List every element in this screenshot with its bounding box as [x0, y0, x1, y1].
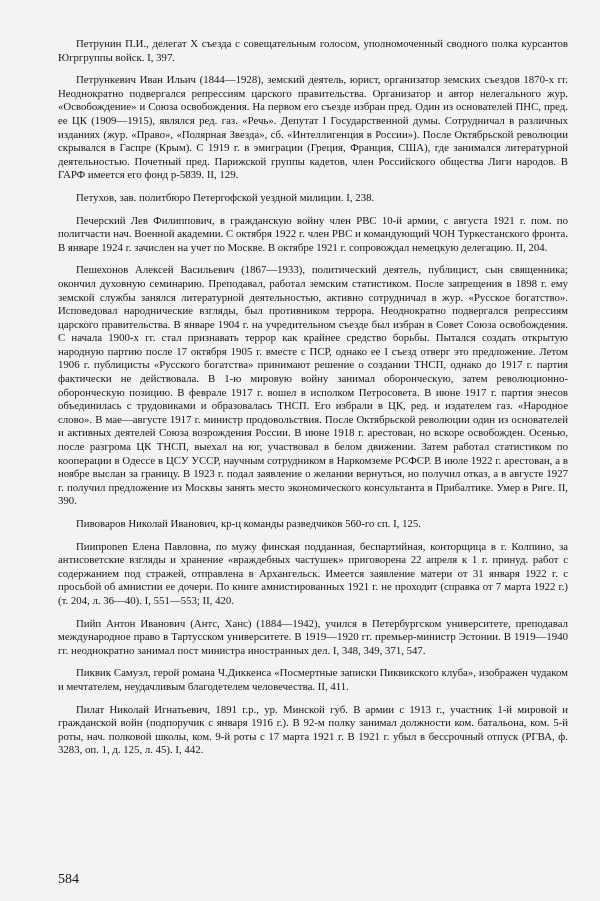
- page-number: 584: [58, 872, 79, 887]
- entry-pickwick: Пиквик Самуэл, герой романа Ч.Диккенса «Посмертные записки Пиквикского клуба», изображен чудаком и мечтателем, неудачливым благодетелем человечества. II, 411.: [58, 667, 568, 693]
- entry-petukhov: Петухов, зав. политбюро Петергофской уездной милиции. I, 238.: [76, 191, 375, 204]
- entry-pechersky: Печерский Лев Филиппович, в гражданскую войну член РВС 10-й армии, с августа 1921 г. пом. по политчасти нач. Военной академии. С октября 1922 г. член РВС и командующий ЧОН Туркестанского фронта. В январе 1924 г. зачислен на учет по Москве. В октябре 1921 г. сопровождал немецкую делегацию. II, 204.: [58, 214, 568, 254]
- entry-petrunin: Петрунин П.И., делегат X съезда с совещательным голосом, уполномоченный сводного полка курсантов Югргруппы войск. I, 397.: [58, 38, 568, 64]
- entry-petrunkevich: Петрункевич Иван Ильич (1844—1928), земский деятель, юрист, организатор земских съездов 1870-х гг. Неоднократно подвергался репрессиям царского правительства. Организатор и автор нелегального жур. «Освобождение» и Союза освобождения. На первом его съезде избран пред. Один из основателей ПНС, пред. ее ЦК (1909—1915), являлся ред. газ. «Речь». Депутат I Государственной думы. Сотрудничал в различных изданиях (жур. «Право», «Полярная Звезда», сб. «Интеллигенция в России»). После Октябрьской революции скрывался в Гаспре (Крым). С 1919 г. в эмиграции (Греция, Франция, США), где занимался литературной деятельностью. Почетный пред. Парижской группы кадетов, член Российского общества Лиги народов. В ГАРФ имеется его фонд р-5839. II, 129.: [58, 74, 568, 182]
- entry-peshekhonov: Пешехонов Алексей Васильевич (1867—1933), политический деятель, публицист, сын священника; окончил духовную семинарию. Преподавал, работал земским статистиком. После запрещения в 1898 г. ему земской службы занялся литературной деятельностью, активно сотрудничал в жур. «Русское богатство». Исповедовал народнические взгляды, был противником террора. Неоднократно подвергался репрессиям царского правительства. В январе 1904 г. на учредительном съезде был избран в Совет Союза освобождения. С начала 1900-х гг. стал признавать террор как крайнее средство борьбы. Пытался создать открытую народную партию после 17 октября 1905 г. вместе с ПСР, однако ее I съезд отверг это предложение. Летом 1906 г. публицисты «Русского богатства» принимают решение о создании ТНСП, однако до 1917 г. партия фактически не действовала. В 1-ю мировую войну занимал оборонческую, затем революционно-оборонческую позицию. В феврале 1917 г. вошел в исполком Петросовета. В июне 1917 г. партия энесов объединилась с трудовиками и образовалась ТНСП. Его избрали в ЦК, ред. и издателем газ. «Народное слово». В мае—августе 1917 г. министр продовольствия. После Октябрьской революции один из основателей и активных деятелей Союза возрождения России. В июне 1918 г. арестован, но вскоре освобожден. Осенью, после разгрома ЦК ТНСП, выехал на юг, участвовал в белом движении. Затем работал статистиком по кооперации в Одессе в ЦСУ УССР, научным сотрудником в Наркомземе РСФСР. В июле 1922 г. арестован, а в ноябре выслан за границу. В 1923 г. подал заявление о желании вернуться, но получил отказ, а в августе 1927 г. получил предложение из Москвы занять место экономического консультанта в Прибалтике. Умер в Риге. II, 390.: [58, 264, 568, 508]
- entry-piip: Пийп Антон Иванович (Антс, Ханс) (1884—1942), учился в Петербургском университете, преподавал международное право в Тартусском университете. В 1919—1920 гг. премьер-министр Эстонии. В 1919—1940 гг. неоднократно занимал пост министра иностранных дел. I, 348, 349, 371, 547.: [58, 617, 568, 657]
- entry-pilat: Пилат Николай Игнатьевич, 1891 г.р., ур. Минской губ. В армии с 1913 г., участник 1-й мировой и гражданской войн (подпоручик с января 1916 г.). В 92-м полку занимал должности ком. батальона, ком. 5-й роты, нач. полковой школы, ком. 9-й роты с 17 марта 1921 г. В 1921 г. убыл в бессрочный отпуск (РГВА, ф. 3283, оп. 1, д. 125, л. 45). I, 442.: [58, 703, 568, 757]
- entry-pivovarov: Пивоваров Николай Иванович, кр-ц команды разведчиков 560-го сп. I, 125.: [76, 518, 421, 530]
- entry-piipponen: Пиипponen Елена Павловна, по мужу финская подданная, беспартийная, конторщица в г. Колпино, за антисоветские взгляды и хранение «враждебных частушек» приговорена 22 апреля к 1 г. принуд. работ с содержанием под стражей, отправлена в Архангельск. Имеется заявление матери от 31 января 1922 г. с просьбой об амнистии ее дочери. По книге амнистированных 1921 г. не проходит (справка от 7 марта 1922 г.) (т. 204, л. 36—40). I, 551—553; II, 420.: [58, 540, 568, 607]
